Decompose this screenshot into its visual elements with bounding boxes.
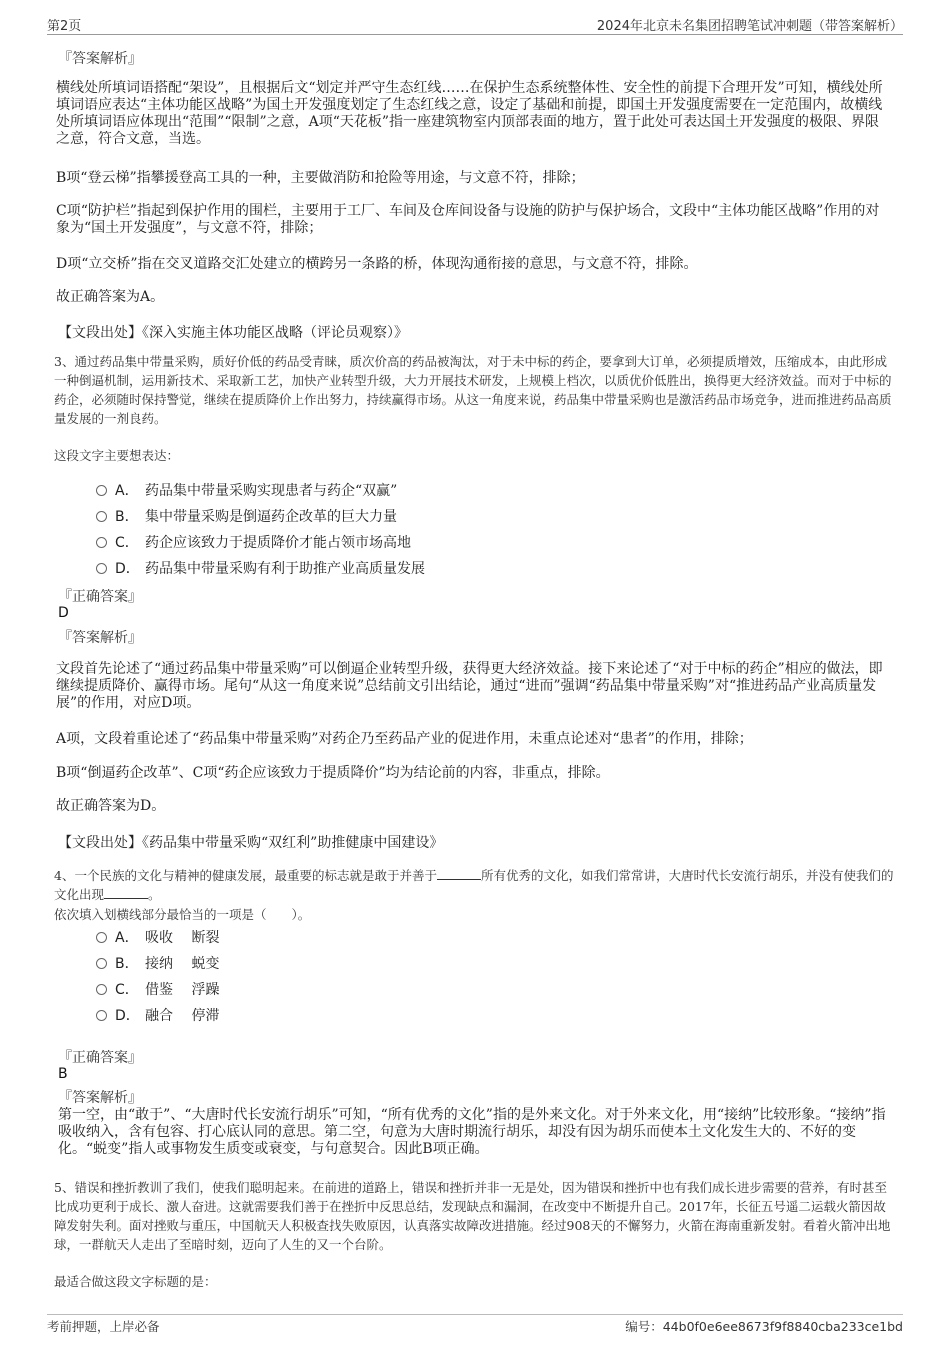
q3-source: 【文段出处】《药品集中带量采购“双红利”助推健康中国建设》 <box>58 835 444 851</box>
q2-analysis-para3: C项“防护栏”指起到保护作用的围栏，主要用于工厂、车间及仓库间设备与设施的防护与保护场合，文段中“主体功能区战略”作用的对象为“国土开发强度”，与文意不符，排除； <box>56 203 880 236</box>
option-letter: B． <box>115 509 139 525</box>
blank-line <box>104 886 148 899</box>
q3-conclusion: 故正确答案为D。 <box>56 798 166 814</box>
q3-analysis-para3: B项“倒逼药企改革”、C项“药企应该致力于提质降价”均为结论前的内容，非重点，排除。 <box>56 765 610 781</box>
radio-icon[interactable] <box>96 958 107 969</box>
option-text: 药品集中带量采购有利于助推产业高质量发展 <box>145 561 425 577</box>
q3-option-c[interactable] <box>96 533 411 553</box>
q3-prompt: 这段文字主要想表达： <box>54 448 180 463</box>
q2-analysis-label: 『答案解析』 <box>58 51 142 67</box>
q3-correct-label: 『正确答案』 <box>58 589 142 605</box>
q5-prompt: 最适合做这段文字标题的是： <box>54 1274 217 1289</box>
q4-stem <box>54 866 894 904</box>
option-text: 吸收 断裂 <box>145 930 220 946</box>
q3-correct-answer: D <box>58 605 69 621</box>
q4-correct-answer: B <box>58 1066 68 1082</box>
q2-analysis-para4: D项“立交桥”指在交叉道路交汇处建立的横跨另一条路的桥，体现沟通衔接的意思，与文意不符，排除。 <box>56 256 698 272</box>
option-text: 药企应该致力于提质降价才能占领市场高地 <box>145 535 411 551</box>
document-title: 2024年北京未名集团招聘笔试冲刺题（带答案解析） <box>596 19 903 34</box>
option-letter: C． <box>115 535 139 551</box>
option-letter: D． <box>115 1008 140 1024</box>
q4-stem-part1: 4、一个民族的文化与精神的健康发展，最重要的标志就是敢于并善于 <box>54 868 437 883</box>
page-footer <box>47 1314 903 1333</box>
option-letter: A． <box>115 483 139 499</box>
q2-source: 【文段出处】《深入实施主体功能区战略（评论员观察）》 <box>58 325 408 341</box>
blank-line <box>437 867 481 880</box>
q4-analysis-label: 『答案解析』 <box>58 1090 142 1106</box>
radio-icon[interactable] <box>96 511 107 522</box>
q4-option-b[interactable] <box>96 954 219 974</box>
q4-stem-part2: 所有优秀的文化，如我们常常讲，大唐时代长安流行胡乐，并没有使我们的文化出现 <box>54 868 894 902</box>
q3-option-b[interactable] <box>96 507 397 527</box>
q4-option-d[interactable] <box>96 1006 219 1026</box>
page-header <box>47 14 903 35</box>
radio-icon[interactable] <box>96 485 107 496</box>
option-text: 融合 停滞 <box>145 1008 220 1024</box>
q3-option-a[interactable] <box>96 481 397 501</box>
q4-instruction: 依次填入划横线部分最恰当的一项是（ ）。 <box>54 907 311 922</box>
option-letter: A． <box>115 930 139 946</box>
option-letter: C． <box>115 982 139 998</box>
q3-analysis-para1: 文段首先论述了“通过药品集中带量采购”可以倒逼企业转型升级，获得更大经济效益。接下来论述了“对于中标的药企”相应的做法，即继续提质降价、赢得市场。尾句“从这一角度来说”总结前文引出结论，通过“进而”强调“药品集中带量采购”对“推进药品产业高质量发展”的作用，对应D项。 <box>56 661 883 711</box>
option-letter: D． <box>115 561 140 577</box>
q4-option-c[interactable] <box>96 980 219 1000</box>
q3-analysis-label: 『答案解析』 <box>58 630 142 646</box>
radio-icon[interactable] <box>96 563 107 574</box>
q4-stem-part3: 。 <box>148 887 161 902</box>
q5-passage: 5、错误和挫折教训了我们，使我们聪明起来。在前进的道路上，错误和挫折并非一无是处，因为错误和挫折中也有我们成长进步需要的营养，有时甚至比成功更利于成长、激人奋进。这就需要我们善于在挫折中反思总结，发现缺点和漏洞，在改变中不断提升自己。2017年，长征五号遥二运载火箭因故障发射失利。面对挫败与重压，中国航天人积极查找失败原因，认真落实故障改进措施。经过908天的不懈努力，火箭在海南重新发射。看着火箭冲出地球，一群航天人走出了至暗时刻，迈向了人生的又一个台阶。 <box>54 1180 891 1252</box>
q3-passage: 3、通过药品集中带量采购，质好价低的药品受青睐，质次价高的药品被淘汰，对于未中标的药企，要拿到大订单，必须提质增效，压缩成本，由此形成一种倒逼机制，运用新技术、采取新工艺，加快产业转型升级，大力开展技术研发，上规模上档次，以质优价低胜出，换得更大经济效益。而对于中标的药企，必须随时保持警觉，继续在提质降价上作出努力，持续赢得市场。从这一角度来说，药品集中带量采购也是激活药品市场竞争，进而推进药品高质量发展的一剂良药。 <box>54 354 892 426</box>
q2-analysis-para2: B项“登云梯”指攀援登高工具的一种，主要做消防和抢险等用途，与文意不符，排除； <box>56 170 585 186</box>
q2-conclusion: 故正确答案为A。 <box>56 289 165 305</box>
radio-icon[interactable] <box>96 537 107 548</box>
radio-icon[interactable] <box>96 932 107 943</box>
page-number: 第2页 <box>47 19 82 34</box>
radio-icon[interactable] <box>96 1010 107 1021</box>
radio-icon[interactable] <box>96 984 107 995</box>
option-text: 借鉴 浮躁 <box>145 982 220 998</box>
q4-option-a[interactable] <box>96 928 219 948</box>
option-text: 药品集中带量采购实现患者与药企“双赢” <box>145 483 398 499</box>
q3-analysis-para2: A项，文段着重论述了“药品集中带量采购”对药企乃至药品产业的促进作用，未重点论述对“患者”的作用，排除； <box>56 731 753 747</box>
q4-analysis: 第一空，由“敢于”、“大唐时代长安流行胡乐”可知，“所有优秀的文化”指的是外来文化。对于外来文化，用“接纳”比较形象。“接纳”指吸收纳入，含有包容、打心底认同的意思。第二空，句意为大唐时期流行胡乐，却没有因为胡乐而使本土文化发生大的、不好的变化。“蜕变”指人或事物发生质变或衰变，与句意契合。因此B项正确。 <box>58 1107 886 1157</box>
document-code: 编号：44b0f0e6ee8673f9f8840cba233ce1bd <box>625 1319 903 1334</box>
q3-option-d[interactable] <box>96 559 425 579</box>
footer-slogan: 考前押题，上岸必备 <box>47 1319 160 1334</box>
q2-analysis-para1: 横线处所填词语搭配“架设”，且根据后文“划定并严守生态红线……在保护生态系统整体性、安全性的前提下合理开发”可知，横线处所填词语应表达“主体功能区战略”为国土开发强度划定了生态红线之意，设定了基础和前提，即国土开发强度需要在一定范围内，故横线处所填词语应体现出“范围”“限制”之意，A项“天花板”指一座建筑物室内顶部表面的地方，置于此处可表达国土开发强度的极限、界限之意，符合文意，当选。 <box>56 80 883 147</box>
option-text: 接纳 蜕变 <box>145 956 220 972</box>
option-text: 集中带量采购是倒逼药企改革的巨大力量 <box>145 509 397 525</box>
q4-correct-label: 『正确答案』 <box>58 1050 142 1066</box>
option-letter: B． <box>115 956 139 972</box>
